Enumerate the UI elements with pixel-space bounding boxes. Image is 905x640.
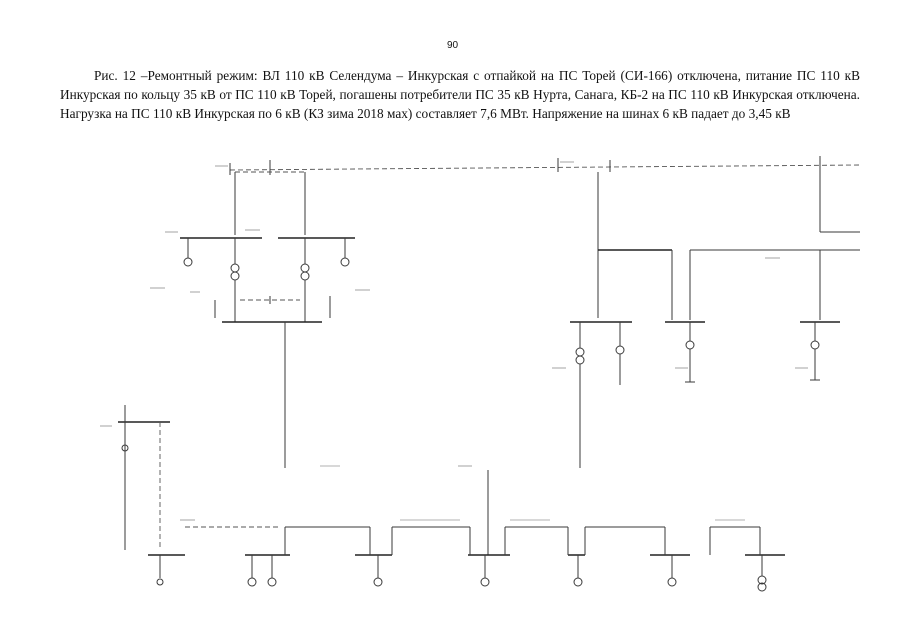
ring-35kv (148, 466, 785, 591)
figure-caption: Рис. 12 –Ремонтный режим: ВЛ 110 кВ Селендума – Инкурская с отпайкой на ПС Торей (СИ-166) отключена, питание ПС 110 кВ Инкурская по кольцу 35 кВ от ПС 110 кВ Торей, погашены потребители ПС 35 кВ Нурта, Санага, КБ-2 на ПС 110 кВ Инкурская отключена. Нагрузка на ПС 110 кВ Инкурская по 6 кВ (КЗ зима 2018 мах) составляет 7,6 МВт. Напряжение на шинах 6 кВ падает до 3,45 кВ (60, 68, 860, 121)
substation-right (552, 156, 860, 468)
feeder-left (100, 405, 170, 550)
substation-left (150, 172, 370, 468)
overhead-line-110kv (215, 158, 860, 175)
page-number: 90 (446, 40, 459, 51)
